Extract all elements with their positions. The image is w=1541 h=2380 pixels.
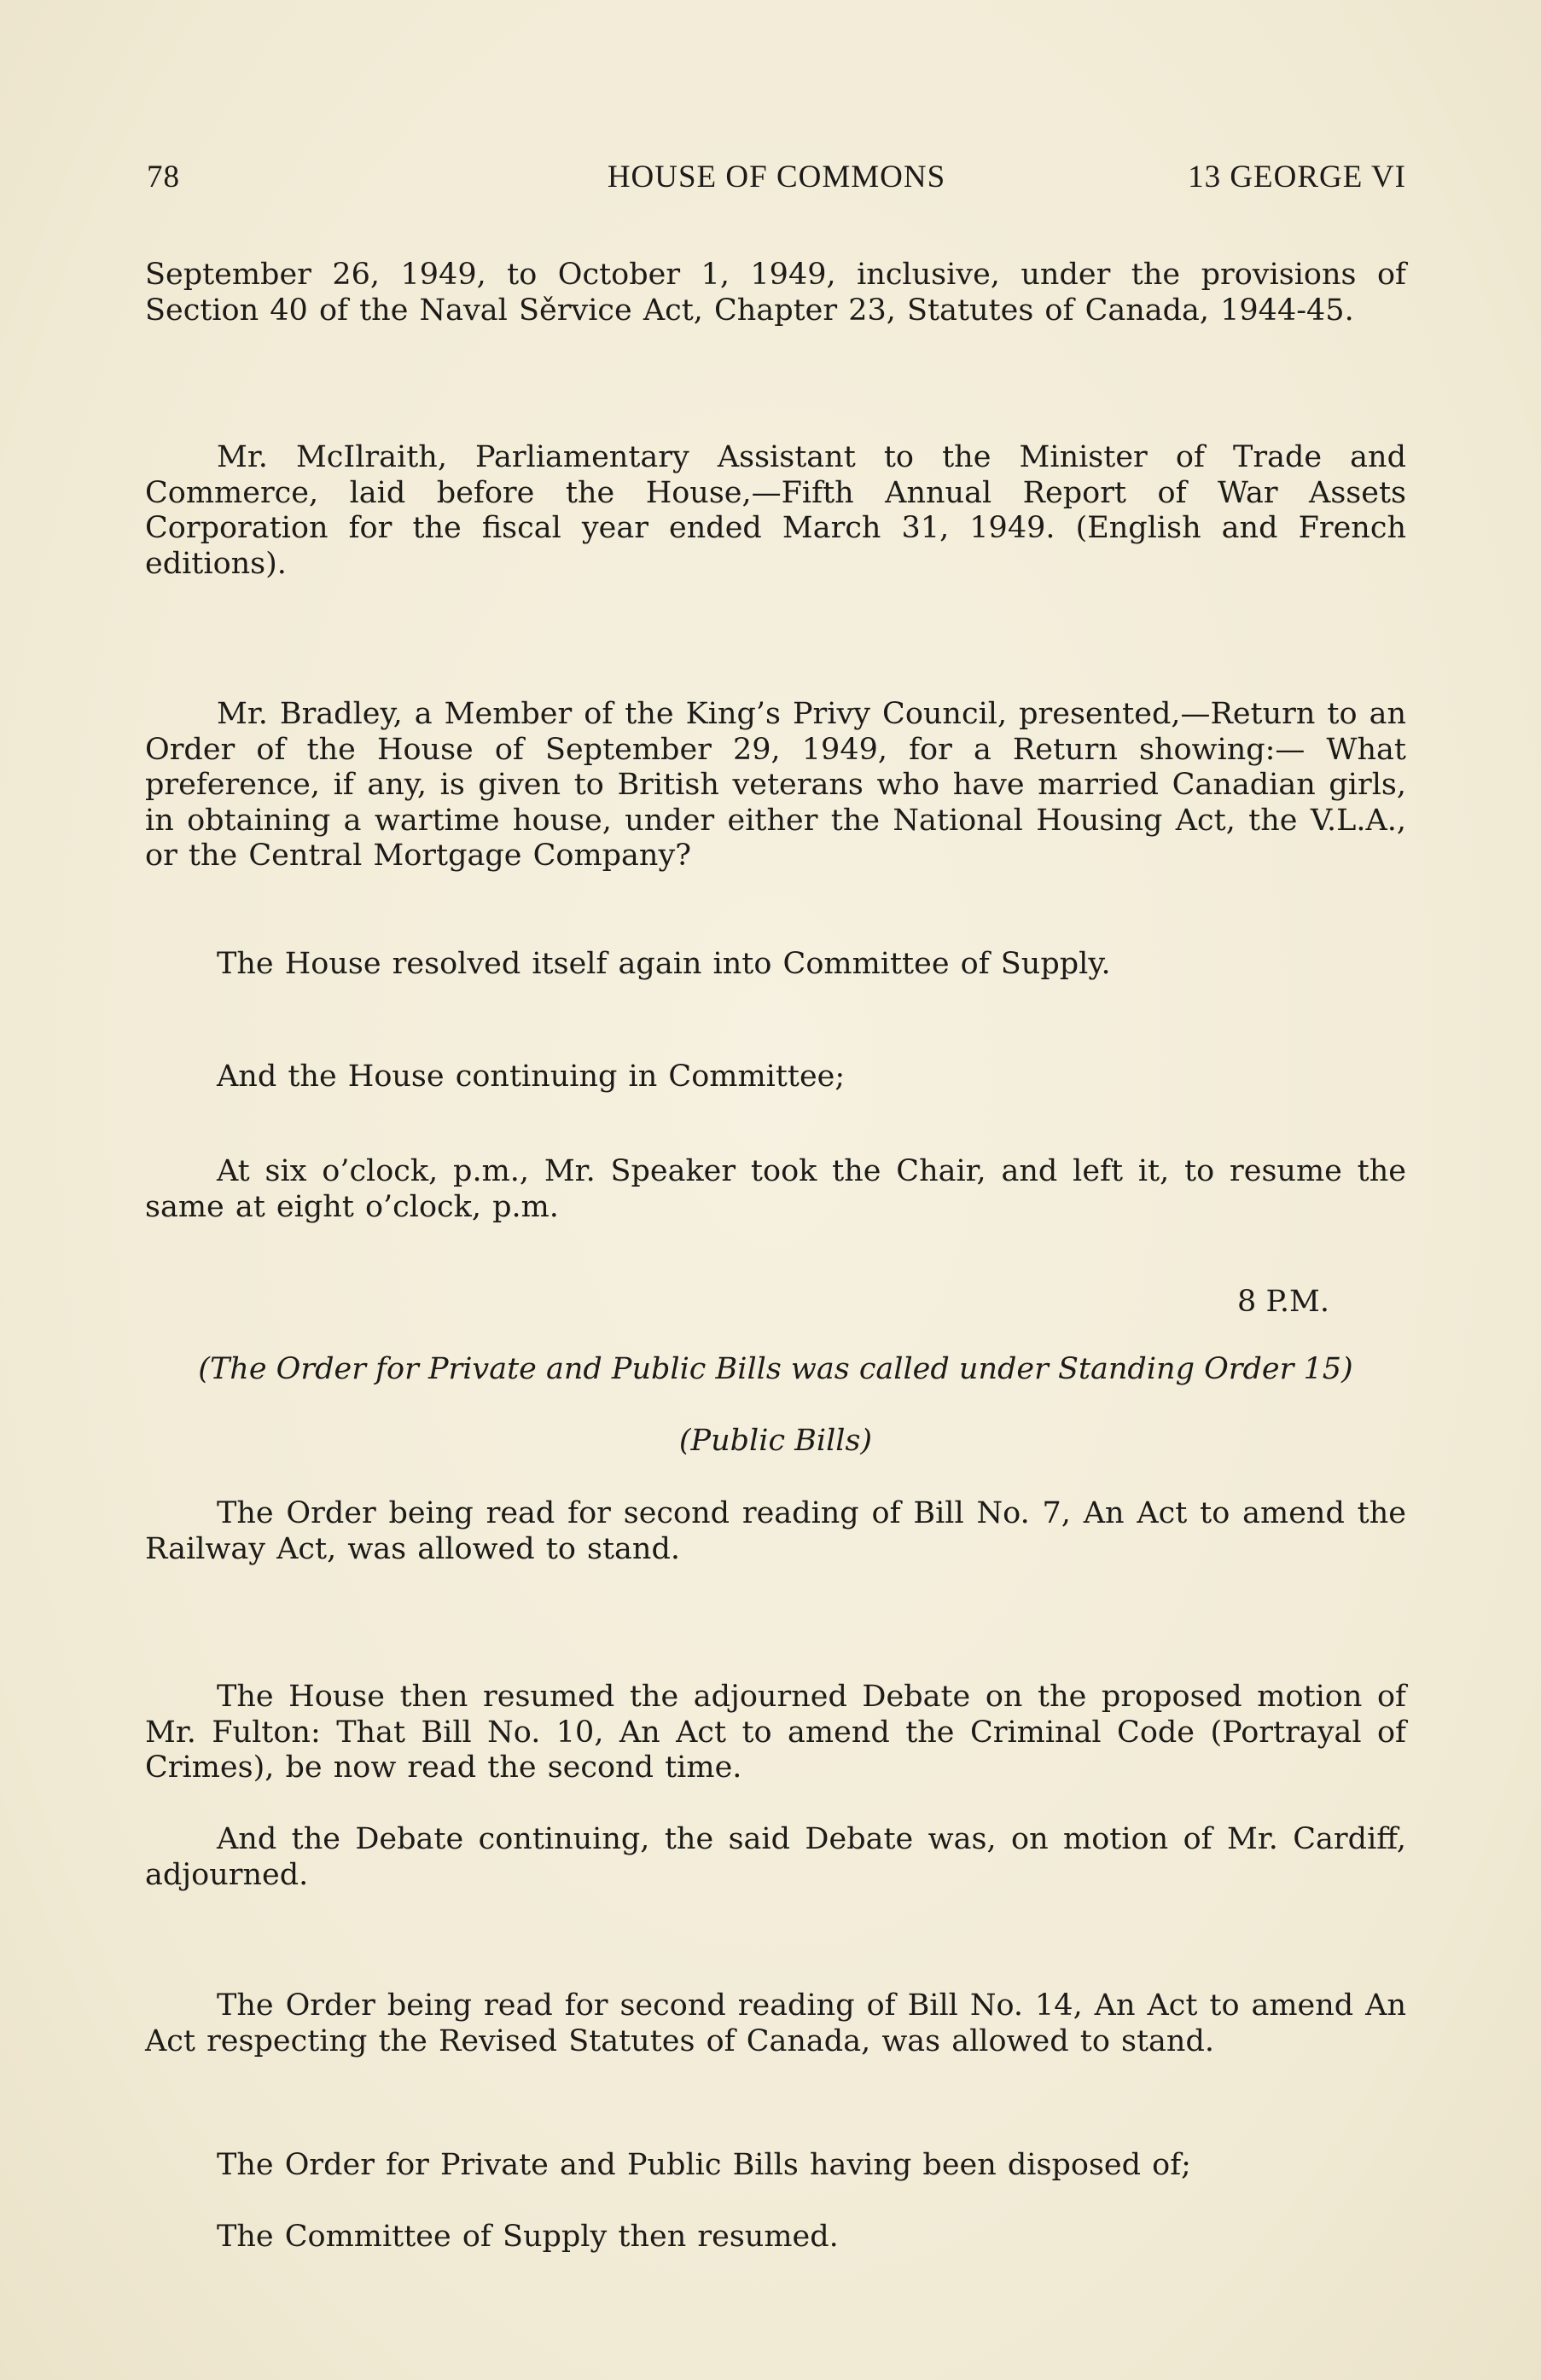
- page-number: 78: [147, 160, 180, 194]
- page-title: HOUSE OF COMMONS: [607, 160, 946, 194]
- paragraph-bill-14: The Order being read for second reading of Bill No. 14, An Act to amend An Act respecting the Revised Statutes of Canada, was allowed to stand.: [145, 1988, 1406, 2058]
- paragraph-six-oclock: At six o’clock, p.m., Mr. Speaker took the Chair, and left it, to resume the same at eight o’clock, p.m.: [145, 1154, 1406, 1224]
- standing-order-note: (The Order for Private and Public Bills was called under Standing Order 15): [198, 1352, 1353, 1386]
- time-marker: 8 P.M.: [1237, 1285, 1329, 1319]
- paragraph-bills-disposed: The Order for Private and Public Bills having been disposed of;: [217, 2148, 1191, 2182]
- paragraph-bill-10: The House then resumed the adjourned Debate on the proposed motion of Mr. Fulton: That Bill No. 10, An Act to amend the Criminal Code (Portrayal of Crimes), be now read the second time.: [145, 1680, 1406, 1785]
- regnal-year: 13 GEORGE VI: [1188, 160, 1406, 194]
- paragraph-continuing-committee: And the House continuing in Committee;: [217, 1059, 846, 1094]
- paragraph-debate-adjourned: And the Debate continuing, the said Debate was, on motion of Mr. Cardiff, adjourned.: [145, 1822, 1406, 1892]
- paragraph-supply-resumed: The Committee of Supply then resumed.: [217, 2220, 839, 2254]
- public-bills-heading: (Public Bills): [678, 1424, 873, 1458]
- paragraph-war-assets-report: Mr. McIlraith, Parliamentary Assistant to the Minister of Trade and Commerce, laid before the House,—Fifth Annual Report of War Assets Corporation for the fiscal year ended March 31, 1949. (English and French editions).: [145, 440, 1406, 581]
- paragraph-naval-service: September 26, 1949, to October 1, 1949, inclusive, under the provisions of Section 40 of the Naval Sěrvice Act, Chapter 23, Statutes of Canada, 1944-45.: [145, 258, 1406, 328]
- paragraph-return-order: Mr. Bradley, a Member of the King’s Privy Council, presented,—Return to an Order of the House of September 29, 1949, for a Return showing:— What preference, if any, is given to British veterans who have married Canadian girls, in obtaining a wartime house, under either the National Housing Act, the V.L.A., or the Central Mortgage Company?: [145, 697, 1406, 873]
- paragraph-bill-7: The Order being read for second reading of Bill No. 7, An Act to amend the Railway Act, was allowed to stand.: [145, 1496, 1406, 1566]
- paragraph-committee-supply: The House resolved itself again into Committee of Supply.: [217, 947, 1111, 981]
- page-header: [147, 159, 1406, 201]
